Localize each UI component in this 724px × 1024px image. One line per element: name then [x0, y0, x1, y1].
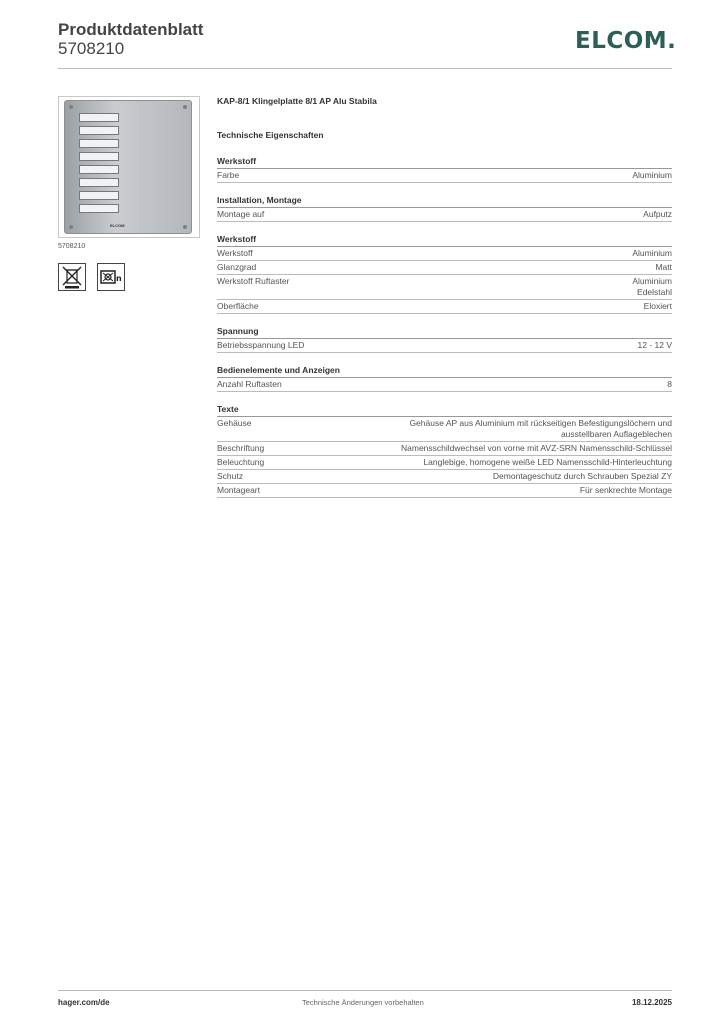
spec-value-line: Edelstahl — [637, 287, 672, 297]
spec-key: Gehäuse — [217, 418, 252, 428]
spec-row — [217, 442, 672, 456]
name-slot — [79, 204, 119, 213]
svg-text:n: n — [116, 274, 122, 283]
panel-logo: ELCOM — [110, 223, 125, 228]
spec-key: Farbe — [217, 170, 240, 180]
crossed-bin-icon — [58, 263, 86, 291]
name-slot — [79, 178, 119, 187]
spec-row — [217, 456, 672, 470]
spec-row — [217, 417, 672, 442]
footer-date: 18.12.2025 — [631, 998, 672, 1007]
spec-value-line: Aluminium — [632, 276, 672, 286]
image-caption: 5708210 — [58, 243, 86, 250]
product-image — [58, 96, 200, 238]
section-heading: Installation, Montage — [217, 194, 672, 208]
spec-key: Oberfläche — [217, 301, 259, 311]
spec-row — [217, 261, 672, 275]
spec-key: Beleuchtung — [217, 457, 265, 467]
section-heading: Texte — [217, 403, 672, 417]
spec-value: Namensschildwechsel von vorne mit AVZ-SRN Namensschild-Schlüssel — [401, 443, 672, 453]
spec-value-line: Gehäuse AP aus Aluminium mit rückseitigen Befestigungslöchern und — [409, 418, 672, 428]
spec-key: Werkstoff Ruftaster — [217, 276, 290, 286]
spec-value-line: ausstellbaren Auflageblechen — [560, 429, 672, 439]
spec-value: Für senkrechte Montage — [579, 485, 672, 495]
spec-section — [217, 233, 672, 314]
spec-value: Aluminium — [632, 248, 672, 258]
name-slot — [79, 191, 119, 200]
spec-value: 12 - 12 V — [637, 340, 672, 350]
spec-key: Werkstoff — [217, 248, 253, 258]
spec-row — [217, 484, 672, 498]
footer-divider — [58, 990, 672, 991]
screw-icon — [183, 105, 187, 109]
spec-row — [217, 300, 672, 314]
spec-key: Beschriftung — [217, 443, 265, 453]
spec-value: Matt — [655, 262, 672, 272]
brand-logo: ELCOM. — [575, 28, 677, 54]
spec-section — [217, 403, 672, 498]
name-slot — [79, 139, 119, 148]
spec-row — [217, 275, 672, 300]
article-number: 5708210 — [58, 39, 125, 58]
section-heading: Bedienelemente und Anzeigen — [217, 364, 672, 378]
spec-key: Schutz — [217, 471, 243, 481]
spec-row — [217, 247, 672, 261]
spec-key: Montage auf — [217, 209, 265, 219]
section-heading: Spannung — [217, 325, 672, 339]
spec-value: Aluminium — [632, 170, 672, 180]
spec-row — [217, 378, 672, 392]
spec-row — [217, 169, 672, 183]
doorbell-panel — [64, 100, 192, 234]
spec-section — [217, 194, 672, 222]
spec-row — [217, 339, 672, 353]
spec-value — [289, 276, 672, 298]
screw-icon — [69, 105, 73, 109]
spec-section — [217, 155, 672, 183]
spec-value — [252, 418, 673, 440]
page-title: Produktdatenblatt — [58, 20, 204, 39]
spec-row — [217, 208, 672, 222]
spec-key: Montageart — [217, 485, 260, 495]
name-slot — [79, 126, 119, 135]
section-heading: Werkstoff — [217, 155, 672, 169]
footer-link[interactable]: hager.com/de — [58, 998, 110, 1007]
product-name: KAP-8/1 Klingelplatte 8/1 AP Alu Stabila — [217, 96, 377, 106]
spec-key: Betriebsspannung LED — [217, 340, 305, 350]
spec-key: Anzahl Ruftasten — [217, 379, 282, 389]
name-slot — [79, 152, 119, 161]
spec-row — [217, 470, 672, 484]
header-divider — [58, 68, 672, 69]
name-slot — [79, 165, 119, 174]
footer-disclaimer: Technische Änderungen vorbehalten — [302, 998, 424, 1007]
spec-value: Demontageschutz durch Schrauben Spezial ZY — [492, 471, 672, 481]
spec-value: Aufputz — [643, 209, 672, 219]
section-title: Technische Eigenschaften — [217, 130, 324, 140]
module-n-icon — [97, 263, 125, 291]
spec-value: 8 — [667, 379, 672, 389]
screw-icon — [69, 225, 73, 229]
section-heading: Werkstoff — [217, 233, 672, 247]
spec-value: Eloxiert — [643, 301, 672, 311]
spec-value: Langlebige, homogene weiße LED Namensschild-Hinterleuchtung — [423, 457, 672, 467]
spec-section — [217, 364, 672, 392]
spec-section — [217, 325, 672, 353]
screw-icon — [183, 225, 187, 229]
spec-key: Glanzgrad — [217, 262, 257, 272]
name-slot — [79, 113, 119, 122]
